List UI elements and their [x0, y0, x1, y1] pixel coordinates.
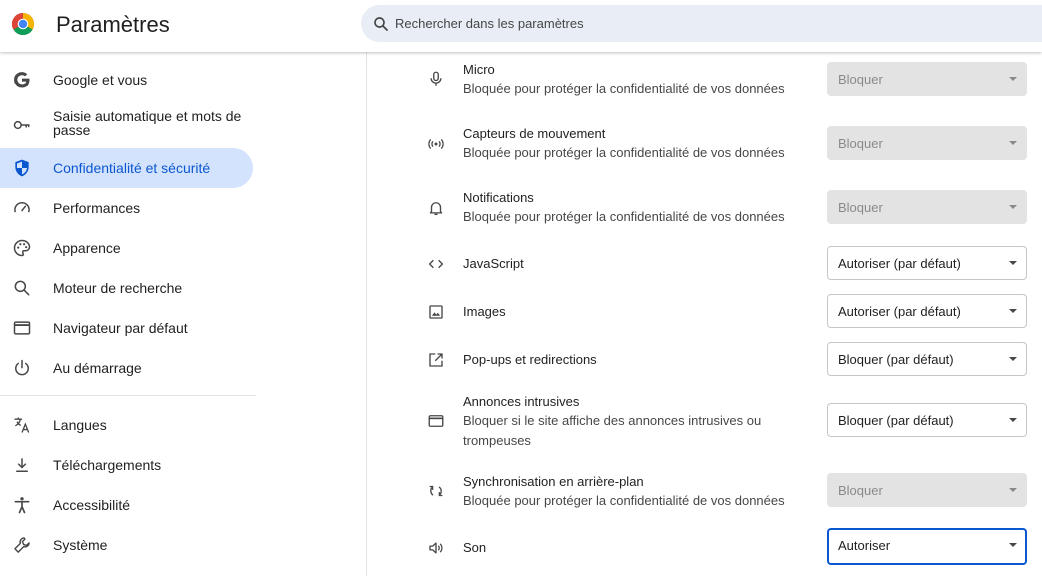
- permission-row-motion-sensors: [367, 116, 1042, 180]
- chevron-down-icon: [1009, 357, 1017, 361]
- sync-icon: [427, 482, 445, 500]
- speaker-icon: [427, 539, 445, 557]
- browser-window-icon: [12, 318, 32, 338]
- speedometer-icon: [12, 198, 32, 218]
- notifications-select: Bloquer: [827, 190, 1027, 224]
- open-external-icon: [427, 351, 445, 369]
- permission-title: Capteurs de mouvement: [463, 126, 606, 141]
- sidebar-item-autofill[interactable]: [0, 104, 253, 144]
- power-icon: [12, 358, 32, 378]
- permission-title: JavaScript: [463, 256, 524, 271]
- page-title: Paramètres: [56, 12, 170, 37]
- permission-row-javascript: [367, 244, 1042, 292]
- bell-icon: [427, 199, 445, 217]
- images-select[interactable]: Autoriser (par défaut): [827, 294, 1027, 328]
- microphone-icon: [427, 70, 445, 88]
- permission-title: Pop-ups et redirections: [463, 352, 597, 367]
- sidebar-item-label: Navigateur par défaut: [53, 320, 188, 336]
- wrench-icon: [12, 535, 32, 555]
- chevron-down-icon: [1009, 543, 1017, 547]
- permission-row-notifications: [367, 180, 1042, 244]
- sound-select[interactable]: Autoriser: [827, 528, 1027, 565]
- site-settings-permissions: [367, 52, 1042, 576]
- search-placeholder: Rechercher dans les paramètres: [395, 16, 584, 31]
- sidebar-item-label: Téléchargements: [53, 457, 162, 473]
- sidebar-item-privacy[interactable]: [0, 148, 253, 188]
- chevron-down-icon: [1009, 205, 1017, 209]
- permission-row-background-sync: [367, 468, 1042, 532]
- popups-select[interactable]: Bloquer (par défaut): [827, 342, 1027, 376]
- sidebar-item-languages[interactable]: [0, 405, 253, 445]
- permission-title: Micro: [463, 62, 495, 77]
- ad-window-icon: [427, 412, 445, 430]
- sidebar-item-system[interactable]: [0, 525, 253, 565]
- search-icon: [372, 15, 390, 33]
- chevron-down-icon: [1009, 261, 1017, 265]
- header: [0, 0, 1042, 52]
- sidebar-item-label: Apparence: [53, 240, 121, 256]
- sidebar-divider: [0, 395, 256, 396]
- image-icon: [427, 303, 445, 321]
- permission-subtitle: Bloquer si le site affiche des annonces intrusives ou trompeuses: [463, 413, 762, 448]
- google-g-icon: [12, 70, 32, 90]
- permission-title: Annonces intrusives: [463, 394, 580, 409]
- sidebar-item-downloads[interactable]: [0, 445, 253, 485]
- permission-row-intrusive-ads: [367, 388, 1042, 468]
- search-input[interactable]: [361, 5, 1042, 42]
- sidebar-item-label: Confidentialité et sécurité: [53, 160, 211, 176]
- sidebar-item-label: Au démarrage: [53, 360, 142, 376]
- motion-sensors-select: Bloquer: [827, 126, 1027, 160]
- permission-title: Notifications: [463, 190, 534, 205]
- sidebar-item-label: Langues: [53, 417, 107, 433]
- permission-row-sound: [367, 524, 1042, 576]
- sidebar-item-accessibility[interactable]: [0, 485, 253, 525]
- sidebar-item-label: Saisie automatique et mots de passe: [53, 108, 242, 138]
- permission-subtitle: Bloquée pour protéger la confidentialité de vos données: [463, 493, 785, 508]
- permission-row-microphone: [367, 52, 1042, 116]
- sidebar-item-default-browser[interactable]: [0, 308, 253, 348]
- download-icon: [12, 455, 32, 475]
- chevron-down-icon: [1009, 418, 1017, 422]
- sidebar-item-label: Accessibilité: [53, 497, 131, 513]
- chevron-down-icon: [1009, 77, 1017, 81]
- search-icon: [12, 278, 32, 298]
- sidebar-item-on-startup[interactable]: [0, 348, 253, 388]
- motion-sensor-icon: [427, 135, 445, 153]
- permission-title: Images: [463, 304, 506, 319]
- sidebar-item-label: Performances: [53, 200, 141, 216]
- javascript-select[interactable]: Autoriser (par défaut): [827, 246, 1027, 280]
- permission-title: Synchronisation en arrière-plan: [463, 474, 644, 489]
- intrusive-ads-select[interactable]: Bloquer (par défaut): [827, 403, 1027, 437]
- sidebar-item-label: Google et vous: [53, 72, 148, 88]
- translate-icon: [12, 415, 32, 435]
- code-icon: [427, 255, 445, 273]
- microphone-select: Bloquer: [827, 62, 1027, 96]
- permission-row-images: [367, 292, 1042, 340]
- background-sync-select: Bloquer: [827, 473, 1027, 507]
- accessibility-icon: [12, 495, 32, 515]
- permission-subtitle: Bloquée pour protéger la confidentialité de vos données: [463, 81, 785, 96]
- sidebar-item-google[interactable]: [0, 60, 253, 100]
- chevron-down-icon: [1009, 309, 1017, 313]
- chevron-down-icon: [1009, 488, 1017, 492]
- permission-subtitle: Bloquée pour protéger la confidentialité de vos données: [463, 209, 785, 224]
- sidebar-item-label: Système: [53, 537, 108, 553]
- sidebar: [0, 52, 366, 576]
- permission-title: Son: [463, 540, 487, 555]
- sidebar-item-label: Moteur de recherche: [53, 280, 183, 296]
- permission-row-popups: [367, 340, 1042, 388]
- chevron-down-icon: [1009, 141, 1017, 145]
- permission-subtitle: Bloquée pour protéger la confidentialité de vos données: [463, 145, 785, 160]
- sidebar-item-search-engine[interactable]: [0, 268, 253, 308]
- shield-icon: [12, 158, 32, 178]
- key-icon: [12, 115, 32, 135]
- sidebar-item-appearance[interactable]: [0, 228, 253, 268]
- sidebar-item-performance[interactable]: [0, 188, 253, 228]
- palette-icon: [12, 238, 32, 258]
- chrome-logo-icon: [11, 12, 35, 36]
